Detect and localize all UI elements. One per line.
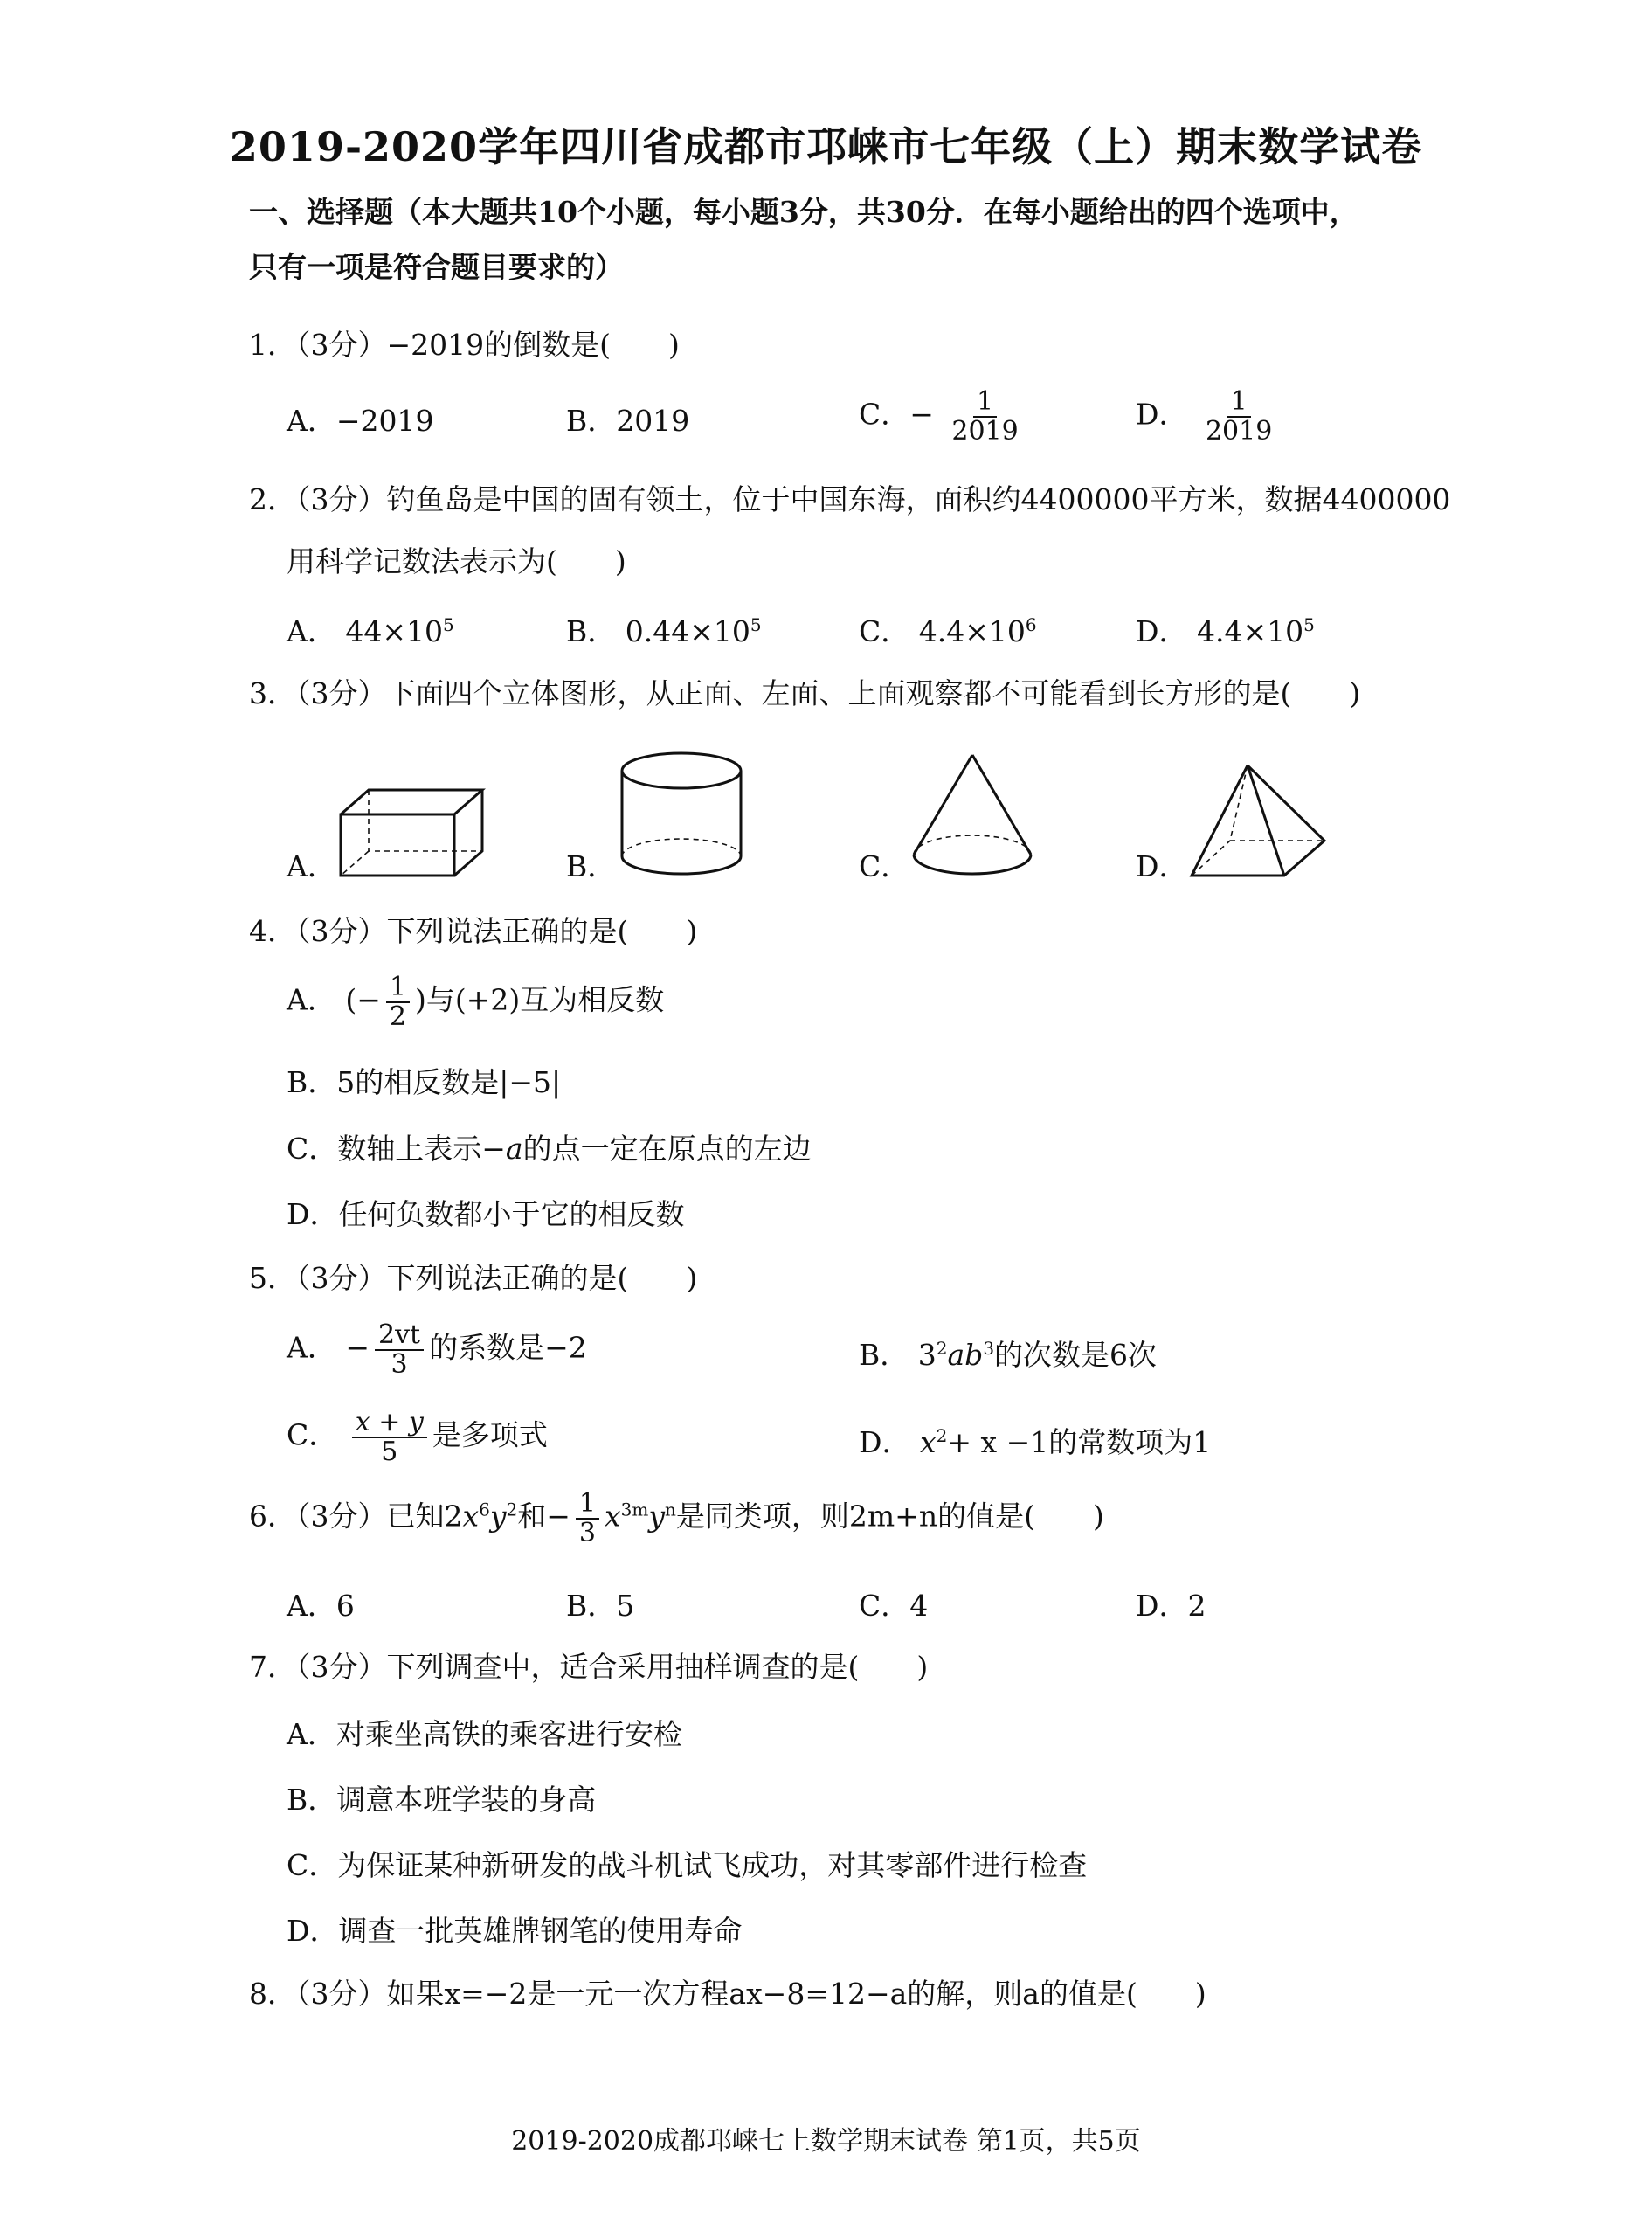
page-title: 2019-2020学年四川省成都市邛崃市七年级（上）期末数学试卷	[229, 123, 1423, 170]
q5-option-b: B． $3^2ab^3$的次数是6次	[859, 1338, 1158, 1372]
question-2-stem-line2: 用科学记数法表示为( )	[287, 544, 626, 578]
q6-option-d: D．2	[1136, 1589, 1206, 1623]
q3-option-d: D．	[1136, 849, 1188, 883]
cone-figure	[907, 750, 1038, 885]
q1-option-c: C．− $\frac{1}{2019}$	[859, 388, 1027, 445]
section-heading	[249, 194, 1420, 286]
q4-option-a: A． (− $\frac{1}{2}$ )与(+2)互为相反数	[287, 972, 665, 1032]
q7-option-b: B．调意本班学装的身高	[287, 1783, 597, 1817]
q4-option-b: B．5的相反数是|−5|	[287, 1065, 562, 1099]
question-7-stem: 7．（3分）下列调查中，适合采用抽样调查的是( )	[249, 1650, 929, 1684]
q6-option-a: A．6	[287, 1589, 355, 1623]
q4-option-c: C．数轴上表示−a的点一定在原点的左边	[287, 1132, 812, 1166]
question-8-stem: 8．（3分）如果x=−2是一元一次方程ax−8=12−a的解，则a的值是( )	[249, 1977, 1206, 2011]
q1-c-fraction: $\frac{1}{2019}$	[951, 386, 1019, 447]
q7-option-a: A．对乘坐高铁的乘客进行安检	[287, 1717, 682, 1751]
question-6-stem: 6．（3分）已知$2x^6y^2$和− $\frac{1}{3}$ $x^{3m}y^n$是同类项，则2m+n的值是( )	[249, 1488, 1104, 1548]
question-1-stem: 1．（3分）−2019的倒数是( )	[249, 328, 680, 362]
question-5-stem: 5．（3分）下列说法正确的是( )	[249, 1261, 698, 1295]
section-heading-line1: 一、选择题（本大题共10个小题，每小题3分，共30分．在每小题给出的四个选项中，	[249, 195, 1358, 229]
cylinder-figure	[616, 750, 747, 881]
q2-option-b: B． $0.44\times 10^5$	[566, 614, 762, 648]
q5-c-fraction: $\frac{x + y}{5}$	[352, 1409, 427, 1465]
question-3-stem: 3．（3分）下面四个立体图形，从正面、左面、上面观察都不可能看到长方形的是( )	[249, 676, 1361, 710]
q1-option-d: D． $\frac{1}{2019}$	[1136, 388, 1281, 445]
q1-option-b: B．2019	[566, 404, 690, 438]
q5-option-c: C． $\frac{x + y}{5}$ 是多项式	[287, 1407, 548, 1467]
question-2-stem-line1: 2．（3分）钓鱼岛是中国的固有领土，位于中国东海，面积约4400000平方米，数据4400000	[249, 482, 1451, 516]
q7-option-c: C．为保证某种新研发的战斗机试飞成功，对其零部件进行检查	[287, 1848, 1088, 1882]
q6-fraction: $\frac{1}{3}$	[576, 1490, 599, 1547]
q6-option-b: B．5	[566, 1589, 635, 1623]
q6-option-c: C．4	[859, 1589, 929, 1623]
page-footer: 2019-2020成都邛崃七上数学期末试卷 第1页，共5页	[511, 2126, 1141, 2157]
q7-option-d: D．调查一批英雄牌钢笔的使用寿命	[287, 1914, 743, 1948]
section-heading-line2: 只有一项是符合题目要求的）	[249, 250, 624, 285]
q5-option-d: D． $x^2+ x -1$的常数项为1	[859, 1425, 1212, 1459]
q2-option-c: C． $4.4\times 10^6$	[859, 614, 1037, 648]
question-4-stem: 4．（3分）下列说法正确的是( )	[249, 914, 698, 948]
q4-a-fraction: $\frac{1}{2}$	[386, 973, 410, 1030]
q5-option-a: A． − $\frac{2vt}{3}$ 的系数是−2	[287, 1319, 587, 1380]
pyramid-figure	[1188, 762, 1332, 884]
cuboid-figure	[337, 785, 486, 881]
q2-option-a: A． $44\times 10^5$	[287, 614, 454, 648]
q1-d-fraction: $\frac{1}{2019}$	[1205, 386, 1273, 447]
q3-option-a: A．	[287, 849, 336, 883]
q4-option-d: D．任何负数都小于它的相反数	[287, 1197, 685, 1231]
q3-option-b: B．	[566, 849, 617, 883]
q5-a-fraction: $\frac{2vt}{3}$	[375, 1321, 424, 1378]
q3-option-c: C．	[859, 849, 910, 883]
q2-option-d: D． $4.4\times 10^5$	[1136, 614, 1315, 648]
q1-option-a: A．−2019	[287, 404, 434, 438]
